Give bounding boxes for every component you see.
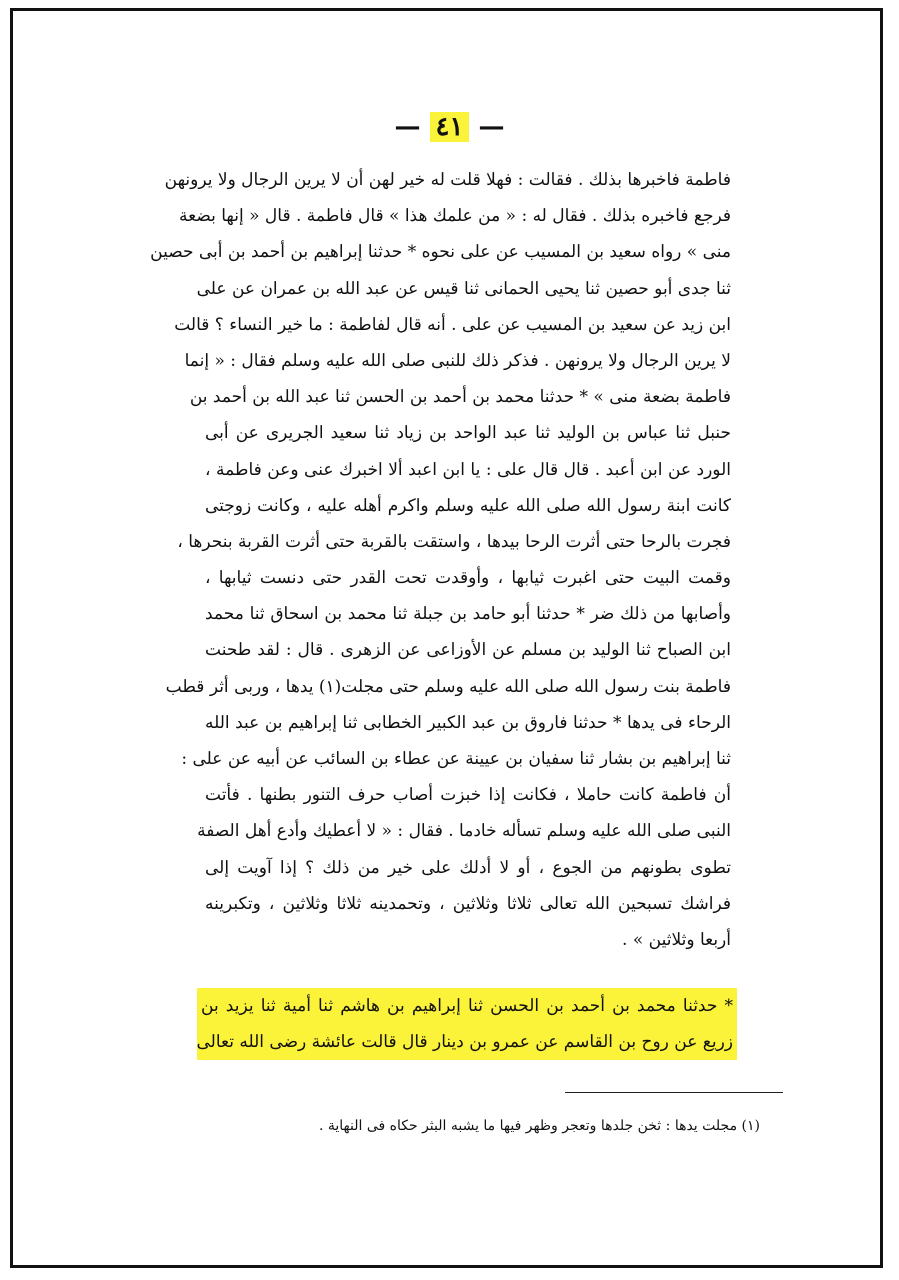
highlighted-passage (197, 988, 737, 1060)
text-line: الورد عن ابن أعبد . قال قال على : يا ابن اعبد ألا اخبرك عنى وعن فاطمة ، (205, 459, 731, 480)
text-line: فرجع فاخبره بذلك . فقال له : « من علمك هذا » قال فاطمة . قال « إنها بضعة (179, 206, 731, 227)
text-line: فراشك تسبحين الله تعالى ثلاثا وثلاثين ، وتحمدينه ثلاثا وثلاثين ، وتكبرينه (205, 893, 731, 914)
text-line: حنبل ثنا عباس بن الوليد ثنا عبد الواحد بن زياد ثنا سعيد الجريرى عن أبى (205, 423, 731, 444)
highlighted-line: زريع عن روح بن القاسم عن عمرو بن دينار قال قالت عائشة رضى الله تعالى (197, 1024, 737, 1060)
page-number (0, 112, 899, 142)
text-line: لا يرين الرجال ولا يرونهن . فذكر ذلك للنبى صلى الله عليه وسلم فقال : « إنما (184, 350, 731, 371)
main-paragraph (150, 162, 731, 958)
text-line: النبى صلى الله عليه وسلم تسأله خادما . فقال : « لا أعطيك وأدع أهل الصفة (197, 821, 731, 842)
text-line: تطوى بطونهم من الجوع ، أو لا أدلك على خير من ذلك ؟ إذا آويت إلى (205, 857, 731, 878)
text-line: منى » رواه سعيد بن المسيب عن على نحوه * حدثنا إبراهيم بن أحمد بن أبى حصين (150, 242, 731, 263)
text-line: وأصابها من ذلك ضر * حدثنا أبو حامد بن جبلة ثنا محمد بن اسحاق ثنا محمد (205, 604, 731, 625)
text-line: فاطمة بنت رسول الله صلى الله عليه وسلم حتى مجلت(١) يدها ، وربى أثر قطب (165, 676, 731, 697)
text-line: أربعا وثلاثين » . (622, 929, 731, 950)
highlighted-line: * حدثنا محمد بن أحمد بن الحسن ثنا إبراهيم بن هاشم ثنا أمية ثنا يزيد بن (197, 988, 737, 1024)
text-line: الرحاء فى يدها * حدثنا فاروق بن عبد الكبير الخطابى ثنا إبراهيم بن عبد الله (205, 712, 731, 733)
text-line: فجرت بالرحا حتى أثرت الرحا بيدها ، واستقت بالقربة حتى أثرت القربة بنحرها ، (177, 531, 731, 552)
text-line: فاطمة فاخبرها بذلك . فقالت : فهلا قلت له خير لهن أن لا يرين الرجال ولا يرونهن (164, 170, 731, 190)
footnote-divider (565, 1092, 783, 1093)
text-line: ثنا إبراهيم بن بشار ثنا سفيان بن عيينة عن عطاء بن السائب عن أبيه عن على : (181, 749, 731, 769)
text-line: فاطمة بضعة منى » * حدثنا محمد بن أحمد بن الحسن ثنا عبد الله بن أحمد بن (189, 387, 731, 408)
text-line: وقمت البيت حتى اغبرت ثيابها ، وأوقدت تحت القدر حتى دنست ثيابها ، (205, 568, 731, 589)
footnote: (١) مجلت يدها : ثخن جلدها وتعجر وظهر فيها ما يشبه البثر حكاه فى النهاية . (318, 1118, 760, 1134)
dash-left: — (394, 112, 421, 142)
text-line: ثنا جدى أبو حصين ثنا يحيى الحمانى ثنا قيس عن عبد الله بن عمران عن على (196, 278, 731, 299)
text-line: ابن زيد عن سعيد بن المسيب عن على . أنه قال لفاطمة : ما خير النساء ؟ قالت (174, 314, 731, 335)
page-number-value: ٤١ (430, 112, 470, 142)
text-line: ابن الصباح ثنا الوليد بن مسلم عن الأوزاعى عن الزهرى . قال : لقد طحنت (205, 640, 731, 661)
text-line: أن فاطمة كانت حاملا ، فكانت إذا خبزت أصاب حرف التنور بطنها . فأتت (205, 785, 731, 806)
dash-right: — (478, 112, 505, 142)
text-line: كانت ابنة رسول الله صلى الله عليه وسلم واكرم أهله عليه ، وكانت زوجتى (205, 495, 731, 516)
